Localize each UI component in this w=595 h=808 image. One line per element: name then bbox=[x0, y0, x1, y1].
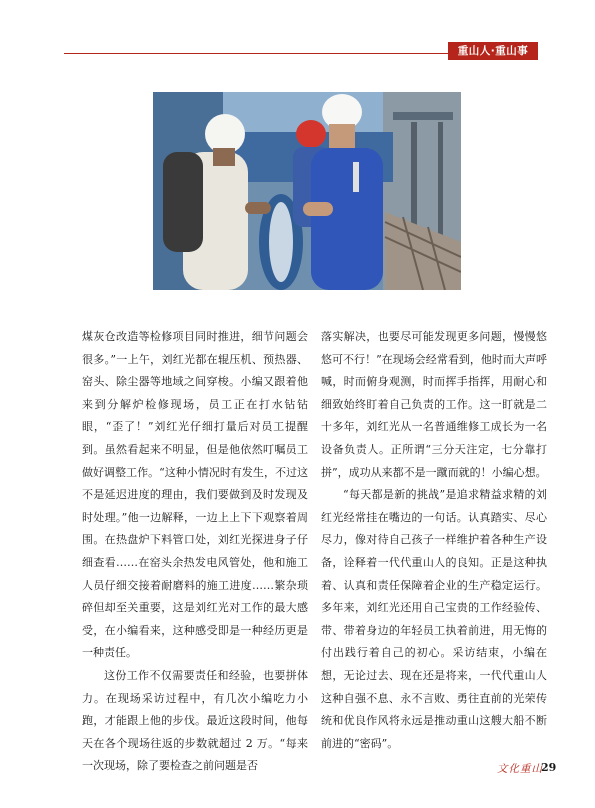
section-tag: 重山人·重山事 bbox=[448, 42, 538, 60]
paragraph: 这份工作不仅需要责任和经验，也要拼体力。在现场采访过程中，有几次小编吃力小跑，才能跟上他的步伐。最近这段时间，他每天在各个现场往返的步数就超过 2 万。“每来一次现场，除了要检查之前问题是否 bbox=[82, 668, 308, 773]
article-photo bbox=[153, 92, 461, 290]
header-rule bbox=[64, 53, 448, 54]
paragraph: 落实解决，也要尽可能发现更多问题，慢慢悠悠可不行！”在现场会经常看到，他时而大声呼喊，时而俯身观测，时而挥手指挥，用耐心和细致始终盯着自己负责的工作。这一盯就是二十多年，刘红光从一名普通维修工成长为一名设备负责人。正所谓“三分天注定，七分靠打拼”，成功从来都不是一蹴而就的！小编心想。 bbox=[321, 330, 547, 479]
page-number: 29 bbox=[541, 761, 557, 774]
paragraph: “每天都是新的挑战”是追求精益求精的刘红光经常挂在嘴边的一句话。认真踏实、尽心尽力，像对待自己孩子一样维护着各种生产设备，诠释着一代代重山人的良知。正是这种执着、认真和责任保障着企业的生产稳定运行。多年来，刘红光还用自己宝贵的工作经验传、带、带着身边的年轻员工执着前进，用无悔的付出践行着自己的初心。采访结束，小编在想，无论过去、现在还是将来，一代代重山人这种自强不息、永不言败、勇往直前的光荣传统和优良作风将永远是推动重山这艘大船不断前进的“密码”。 bbox=[321, 488, 547, 750]
paragraph: 煤灰仓改造等检修项目同时推进，细节问题会很多。”一上午，刘红光都在辊压机、预热器、窑头、除尘器等地域之间穿梭。小编又跟着他来到分解炉检修现场，员工正在打水钻钻眼，“歪了！”刘红光仔细打量后对员工提醒到。虽然看起来不明显，但是他依然叮嘱员工做好调整工作。“这种小情况时有发生，不过这不是延迟进度的理由，我们要做到及时发现及时处理。”他一边解释，一边上上下下观察着周围。在热盘炉下料管口处，刘红光探进身子仔细查看……在窑头余热发电风管处，他和施工人员仔细交接着耐磨料的施工进度……繁杂琐碎但却至关重要，这是刘红光对工作的最大感受，在小编看来，这种感受即是一种经历更是一种责任。 bbox=[82, 330, 308, 660]
article-column-left bbox=[82, 326, 308, 778]
brand-logo: 文化重山 bbox=[497, 763, 543, 775]
article-column-right bbox=[321, 326, 547, 755]
photo-workers-inspection bbox=[153, 92, 461, 290]
